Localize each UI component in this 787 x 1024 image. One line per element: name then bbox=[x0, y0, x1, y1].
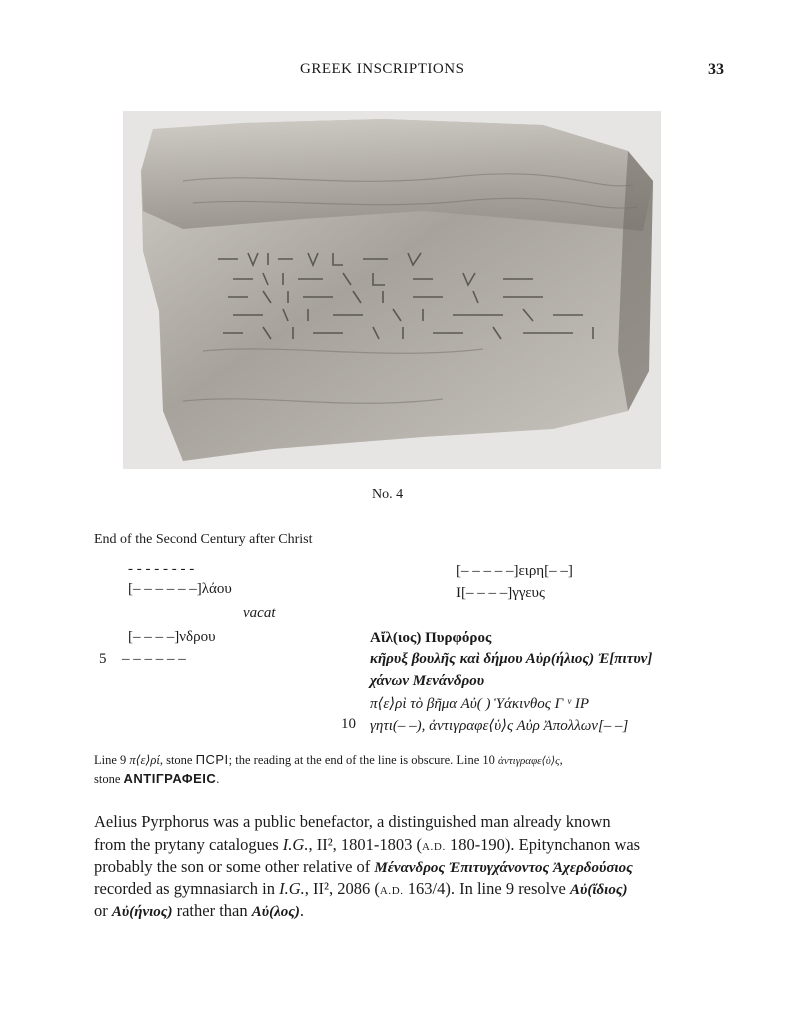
commentary-text: rather than bbox=[172, 901, 252, 920]
inscription-photograph bbox=[123, 111, 661, 469]
commentary-text: or bbox=[94, 901, 112, 920]
commentary-text: , II², 2086 ( bbox=[304, 879, 380, 898]
commentary-text: , II², 1801-1803 ( bbox=[308, 835, 423, 854]
stone-fragment-image bbox=[123, 111, 661, 469]
inscription-right-line-1: [– – – – –]ειρη[– –] bbox=[456, 563, 573, 579]
line-number-5: 5 bbox=[99, 651, 107, 667]
apparatus-text: , stone bbox=[159, 753, 196, 767]
inscription-left-line-4: [– – – –]νδρου bbox=[128, 629, 216, 645]
inscription-left-line-5: – – – – – – bbox=[122, 651, 186, 667]
commentary-text: Aelius Pyrphorus was a public benefactor, a distinguished man already known bbox=[94, 812, 611, 831]
apparatus-greek: ἀντιγραφε⟨ὑ⟩ς bbox=[498, 755, 560, 767]
inscription-right-line-6: χάνων Μενάνδρου bbox=[370, 673, 485, 689]
date-heading: End of the Second Century after Christ bbox=[94, 532, 313, 547]
inscription-left-line-1: - - - - - - - - bbox=[128, 561, 195, 577]
commentary-text: 163/4). In line 9 resolve bbox=[403, 879, 570, 898]
inscription-vacat: vacat bbox=[243, 605, 276, 621]
commentary-text: from the prytany catalogues bbox=[94, 835, 283, 854]
citation-ig: I.G. bbox=[282, 835, 309, 854]
apparatus-text: . bbox=[216, 772, 220, 786]
commentary-text: recorded as gymnasiarch in bbox=[94, 879, 280, 898]
greek-resolution: Αὐ(ἴδιος) bbox=[569, 882, 628, 898]
commentary-text: . bbox=[299, 901, 305, 920]
commentary-text: probably the son or some other relative of bbox=[94, 857, 375, 876]
commentary-text: 180-190). Epitynchanon was bbox=[445, 835, 641, 854]
apparatus-stone-reading: ΑΝΤΙΓΡΑΦΕΙC bbox=[123, 771, 217, 786]
inscription-right-line-2: I[– – – –]γγευς bbox=[456, 585, 545, 601]
greek-resolution: Αὐ(ήνιος) bbox=[111, 904, 173, 920]
apparatus-text: Line 9 bbox=[94, 753, 130, 767]
era-abbreviation: A.D. bbox=[422, 841, 446, 853]
inscription-right-line-10: γητι(– –), ἀντιγραφε⟨ὑ⟩ς Αὐρ Ἀπολλων[– –] bbox=[370, 718, 629, 734]
apparatus-line-1 bbox=[94, 752, 563, 768]
commentary-line-5 bbox=[94, 901, 304, 921]
running-title: GREEK INSCRIPTIONS bbox=[300, 61, 465, 77]
greek-name: Μένανδρος Ἐπιτυγχάνοντος Ἀχερδούσιος bbox=[374, 860, 633, 876]
line-number-10: 10 bbox=[341, 716, 356, 732]
inscription-left-line-2: [– – – – – –]λάου bbox=[128, 581, 232, 597]
inscription-right-line-7: π⟨ε⟩ρὶ τὸ βῆμα Αὐ( ) Ὑάκινθος Γ ᵛ ΙΡ bbox=[370, 696, 589, 712]
commentary-line-4 bbox=[94, 879, 628, 899]
apparatus-line-2 bbox=[94, 771, 219, 787]
citation-ig: I.G. bbox=[279, 879, 305, 898]
commentary-line-3 bbox=[94, 857, 633, 877]
commentary-line-1 bbox=[94, 812, 611, 832]
inscription-right-line-4: Αἴλ(ιος) Πυρφόρος bbox=[370, 630, 492, 646]
apparatus-text: , bbox=[559, 753, 563, 767]
commentary-line-2 bbox=[94, 835, 640, 855]
apparatus-text: stone bbox=[94, 772, 124, 786]
inscription-right-line-5: κῆρυξ βουλῆς καὶ δήμου Αὐρ(ήλιος) Ἐ[πιτυν] bbox=[370, 651, 653, 667]
figure-caption: No. 4 bbox=[372, 487, 404, 502]
apparatus-greek: π⟨ε⟩ρί bbox=[129, 753, 160, 767]
era-abbreviation: A.D. bbox=[379, 885, 404, 897]
apparatus-stone-reading: ΠCΡΙ bbox=[195, 752, 229, 767]
page-number: 33 bbox=[708, 61, 724, 78]
apparatus-text: ; the reading at the end of the line is obscure. Line 10 bbox=[228, 753, 499, 767]
greek-resolution: Αὐ(λος) bbox=[251, 904, 300, 920]
